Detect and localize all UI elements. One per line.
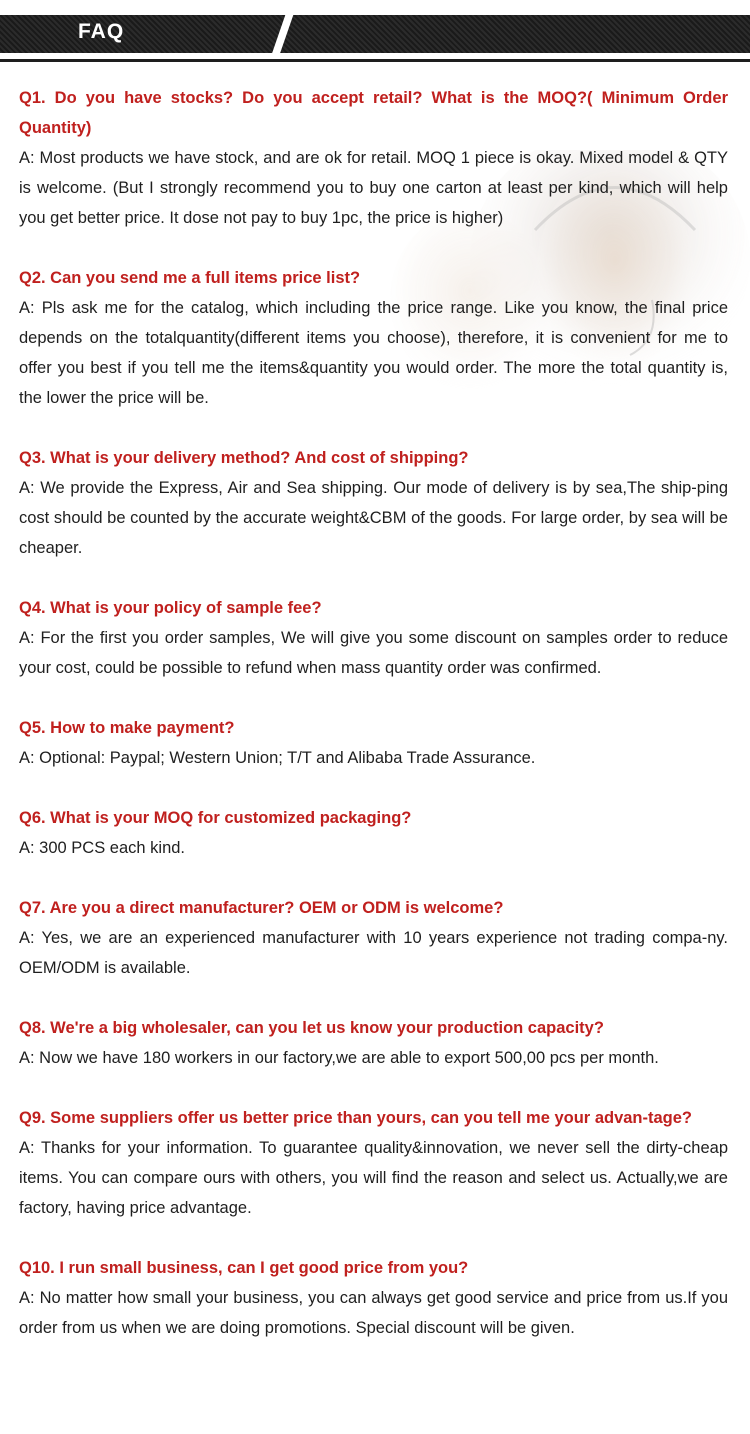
faq-item bbox=[19, 593, 728, 683]
faq-item bbox=[19, 1253, 728, 1343]
faq-item bbox=[19, 83, 728, 233]
faq-answer: A: Most products we have stock, and are ok for retail. MOQ 1 piece is okay. Mixed model & QTY is welcome. (But I strongly recommend you to buy one carton at least per kind, which will help you get better price. It dose not pay to buy 1pc, the price is higher) bbox=[19, 149, 728, 227]
faq-question: Q7. Are you a direct manufacturer? OEM or ODM is welcome? bbox=[19, 899, 504, 917]
faq-answer: A: Now we have 180 workers in our factory,we are able to export 500,00 pcs per month. bbox=[19, 1049, 659, 1067]
faq-question: Q1. Do you have stocks? Do you accept retail? What is the MOQ?( Minimum Order Quantity) bbox=[19, 89, 728, 137]
faq-item bbox=[19, 1013, 728, 1073]
faq-question: Q4. What is your policy of sample fee? bbox=[19, 599, 322, 617]
faq-item bbox=[19, 263, 728, 413]
faq-answer: A: 300 PCS each kind. bbox=[19, 839, 186, 857]
header-underline bbox=[0, 59, 750, 62]
faq-question: Q5. How to make payment? bbox=[19, 719, 235, 737]
faq-question: Q6. What is your MOQ for customized packaging? bbox=[19, 809, 412, 827]
faq-answer: A: Optional: Paypal; Western Union; T/T and Alibaba Trade Assurance. bbox=[19, 749, 536, 767]
faq-answer: A: Yes, we are an experienced manufacturer with 10 years experience not trading compa-ny. OEM/ODM is available. bbox=[19, 929, 728, 977]
faq-answer: A: Pls ask me for the catalog, which including the price range. Like you know, the final price depends on the totalquantity(different items you choose), therefore, it is convenient for me to offer you best if you tell me the items&quantity you would order. The more the total quantity is, the lower the price will be. bbox=[19, 299, 728, 407]
faq-question: Q8. We're a big wholesaler, can you let us know your production capacity? bbox=[19, 1019, 604, 1037]
faq-answer: A: We provide the Express, Air and Sea shipping. Our mode of delivery is by sea,The ship-ping cost should be counted by the accurate weight&CBM of the goods. For large order, by sea will be cheaper. bbox=[19, 479, 728, 557]
faq-question: Q3. What is your delivery method? And cost of shipping? bbox=[19, 449, 469, 467]
faq-item bbox=[19, 443, 728, 563]
faq-item bbox=[19, 713, 728, 773]
faq-list bbox=[19, 83, 728, 1373]
faq-item bbox=[19, 1103, 728, 1223]
faq-header bbox=[0, 15, 750, 53]
faq-answer: A: For the first you order samples, We will give you some discount on samples order to reduce your cost, could be possible to refund when mass quantity order was confirmed. bbox=[19, 629, 728, 677]
faq-answer: A: Thanks for your information. To guarantee quality&innovation, we never sell the dirty-cheap items. You can compare ours with others, you will find the reason and select us. Actually,we are factory, having price advantage. bbox=[19, 1139, 728, 1217]
faq-item bbox=[19, 803, 728, 863]
faq-question: Q10. I run small business, can I get good price from you? bbox=[19, 1259, 469, 1277]
faq-answer: A: No matter how small your business, you can always get good service and price from us.If you order from us when we are doing promotions. Special discount will be given. bbox=[19, 1289, 728, 1337]
page-title: FAQ bbox=[78, 20, 125, 43]
slash-divider-icon bbox=[268, 13, 294, 65]
faq-question: Q9. Some suppliers offer us better price than yours, can you tell me your advan-tage? bbox=[19, 1109, 693, 1127]
faq-item bbox=[19, 893, 728, 983]
faq-question: Q2. Can you send me a full items price list? bbox=[19, 269, 361, 287]
